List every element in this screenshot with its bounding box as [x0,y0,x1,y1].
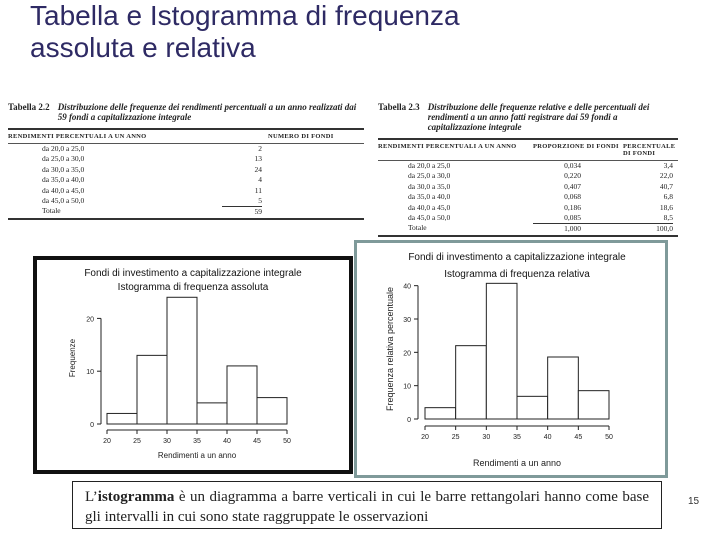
table2-col2: PROPORZIONE DI FONDI [533,143,619,150]
definition-text: è un diagramma a barre verticali in cui le barre rettangolari hanno come base gli intervalli in cui sono state raggruppate le osservazioni [85,489,649,525]
table2-row [378,213,678,223]
table1-row [8,165,364,175]
table1-row [8,144,364,154]
histogram-bar [197,403,227,424]
table1-body [8,144,364,206]
y-tick-label: 10 [403,383,411,391]
table2-range: da 35,0 a 40,0 [408,192,451,202]
table1-range: da 35,0 a 40,0 [42,175,85,185]
table2-range: da 30,0 a 35,0 [408,181,451,191]
y-axis-label: Frequenze [68,338,77,378]
x-tick-label: 35 [513,434,521,441]
y-tick-label: 0 [407,417,411,424]
table2-range: da 40,0 a 45,0 [408,202,451,212]
chart-title: Fondi di investimento a capitalizzazione integrale [84,268,302,279]
slide-title-line1: Tabella e Istogramma di frequenza [30,0,460,31]
table2-percent: 40,7 [659,181,673,191]
definition-prefix: L’ [85,489,98,505]
histogram-bar [548,357,579,419]
table1-number: Tabella 2.2 [8,102,50,112]
table2-col3: PERCENTUALE DI FONDI [623,143,676,157]
histogram-bar [425,408,456,419]
table2-row [378,161,678,171]
histogram-bar [486,283,517,419]
table1-range: da 30,0 a 35,0 [42,164,85,174]
table2-row [378,182,678,192]
table1-range: da 20,0 a 25,0 [42,144,85,153]
slide-title [30,0,590,64]
table2-total-pct: 100,0 [581,223,673,234]
histogram-bar [167,297,197,424]
table1-header [8,130,364,144]
absolute-histogram-figure [33,256,353,474]
table1-range: da 40,0 a 45,0 [42,185,85,195]
table2-total-p: 1,000 [533,223,581,234]
x-axis-label: Rendimenti a un anno [472,458,562,468]
x-tick-label: 50 [605,434,613,441]
x-tick-label: 30 [482,434,491,441]
histogram-bar [107,413,137,424]
table1-range: da 45,0 a 50,0 [42,196,85,206]
table2-percent: 22,0 [659,171,673,181]
table2-proportion: 0,068 [564,192,581,202]
table2-number: Tabella 2.3 [378,102,420,112]
x-tick-label: 40 [543,434,552,441]
y-tick-label: 0 [90,422,94,429]
x-tick-label: 45 [574,434,583,441]
y-tick-label: 40 [403,283,411,291]
table1-row [8,196,364,206]
table2-col1: RENDIMENTI PERCENTUALI A UN ANNO [378,143,517,150]
table2-proportion: 0,034 [564,161,581,170]
histogram-bar [137,355,167,424]
table2-proportion: 0,186 [564,202,581,212]
table1-count: 4 [258,175,262,185]
table2-range: da 45,0 a 50,0 [408,213,451,223]
x-tick-label: 25 [133,438,141,445]
relative-histogram [357,243,665,475]
histogram-bar [227,366,257,424]
table2-row [378,192,678,202]
x-tick-label: 35 [193,438,201,445]
y-tick-label: 20 [86,316,94,324]
table2-range: da 20,0 a 25,0 [408,161,451,170]
table1-count: 13 [254,154,262,164]
x-tick-label: 25 [451,434,460,441]
table2-caption: Distribuzione delle frequenze relative e delle percentuali dei rendimenti a un anno fatti registrare dai 59 fondi a capitalizzazione integrale [427,102,650,132]
table2-percent: 3,4 [663,161,673,170]
table2-total-label: Totale [408,223,427,233]
table1-count: 5 [258,196,262,206]
x-tick-label: 45 [253,438,261,445]
chart-title: Fondi di investimento a capitalizzazione integrale [408,252,626,263]
x-tick-label: 20 [421,434,429,441]
table1-range: da 25,0 a 30,0 [42,154,85,164]
x-tick-label: 20 [103,438,111,445]
x-tick-label: 50 [283,438,291,445]
chart-subtitle: Istogramma di frequenza assoluta [117,282,269,293]
table1-total-label: Totale [42,206,61,216]
table1-caption: Distribuzione delle frequenze dei rendimenti percentuali a un anno realizzati dai 59 fondi a capitalizzazione integrale [57,102,357,122]
table2-percent: 8,5 [663,213,673,223]
table2-total-row [378,223,678,236]
absolute-histogram [37,260,349,470]
table2-proportion: 0,220 [564,171,581,181]
relative-histogram-figure [354,240,668,478]
y-axis-label: Frequenza relativa percentuale [385,286,395,412]
y-tick-label: 30 [403,317,411,324]
slide-title-line2: assoluta e relativa [30,32,256,63]
table2-range: da 25,0 a 30,0 [408,171,451,181]
definition-term: istogramma [97,489,175,505]
table2-body [378,161,678,223]
histogram-definition [72,481,662,529]
table2-percent: 6,8 [663,192,673,202]
x-tick-label: 40 [223,438,231,445]
table2-header [378,140,678,161]
table1-row [8,175,364,185]
page-number: 15 [688,496,700,507]
histogram-bar [456,346,487,419]
table2-proportion: 0,085 [564,213,581,223]
table1-col1: RENDIMENTI PERCENTUALI A UN ANNO [8,133,147,140]
table2-proportion: 0,407 [564,181,581,191]
x-axis-label: Rendimenti a un anno [157,451,237,460]
table1-row [8,154,364,164]
table1-count: 11 [254,185,262,195]
x-tick-label: 30 [163,438,171,445]
histogram-bar [257,398,287,424]
table1-total: 59 [222,206,262,217]
table1-count: 24 [254,164,262,174]
histogram-bar [578,391,609,419]
histogram-bar [517,396,548,419]
table1-row [8,186,364,196]
y-tick-label: 10 [86,369,94,377]
table2-percent: 18,6 [659,202,673,212]
table2-row [378,203,678,213]
y-tick-label: 20 [403,350,411,358]
chart-subtitle: Istogramma di frequenza relativa [444,269,590,280]
table-absolute-frequency [8,102,364,220]
table2-row [378,171,678,181]
table1-count: 2 [258,144,262,153]
table1-col2: NUMERO DI FONDI [268,133,334,140]
table-relative-frequency [378,102,678,237]
table1-total-row [8,206,364,219]
